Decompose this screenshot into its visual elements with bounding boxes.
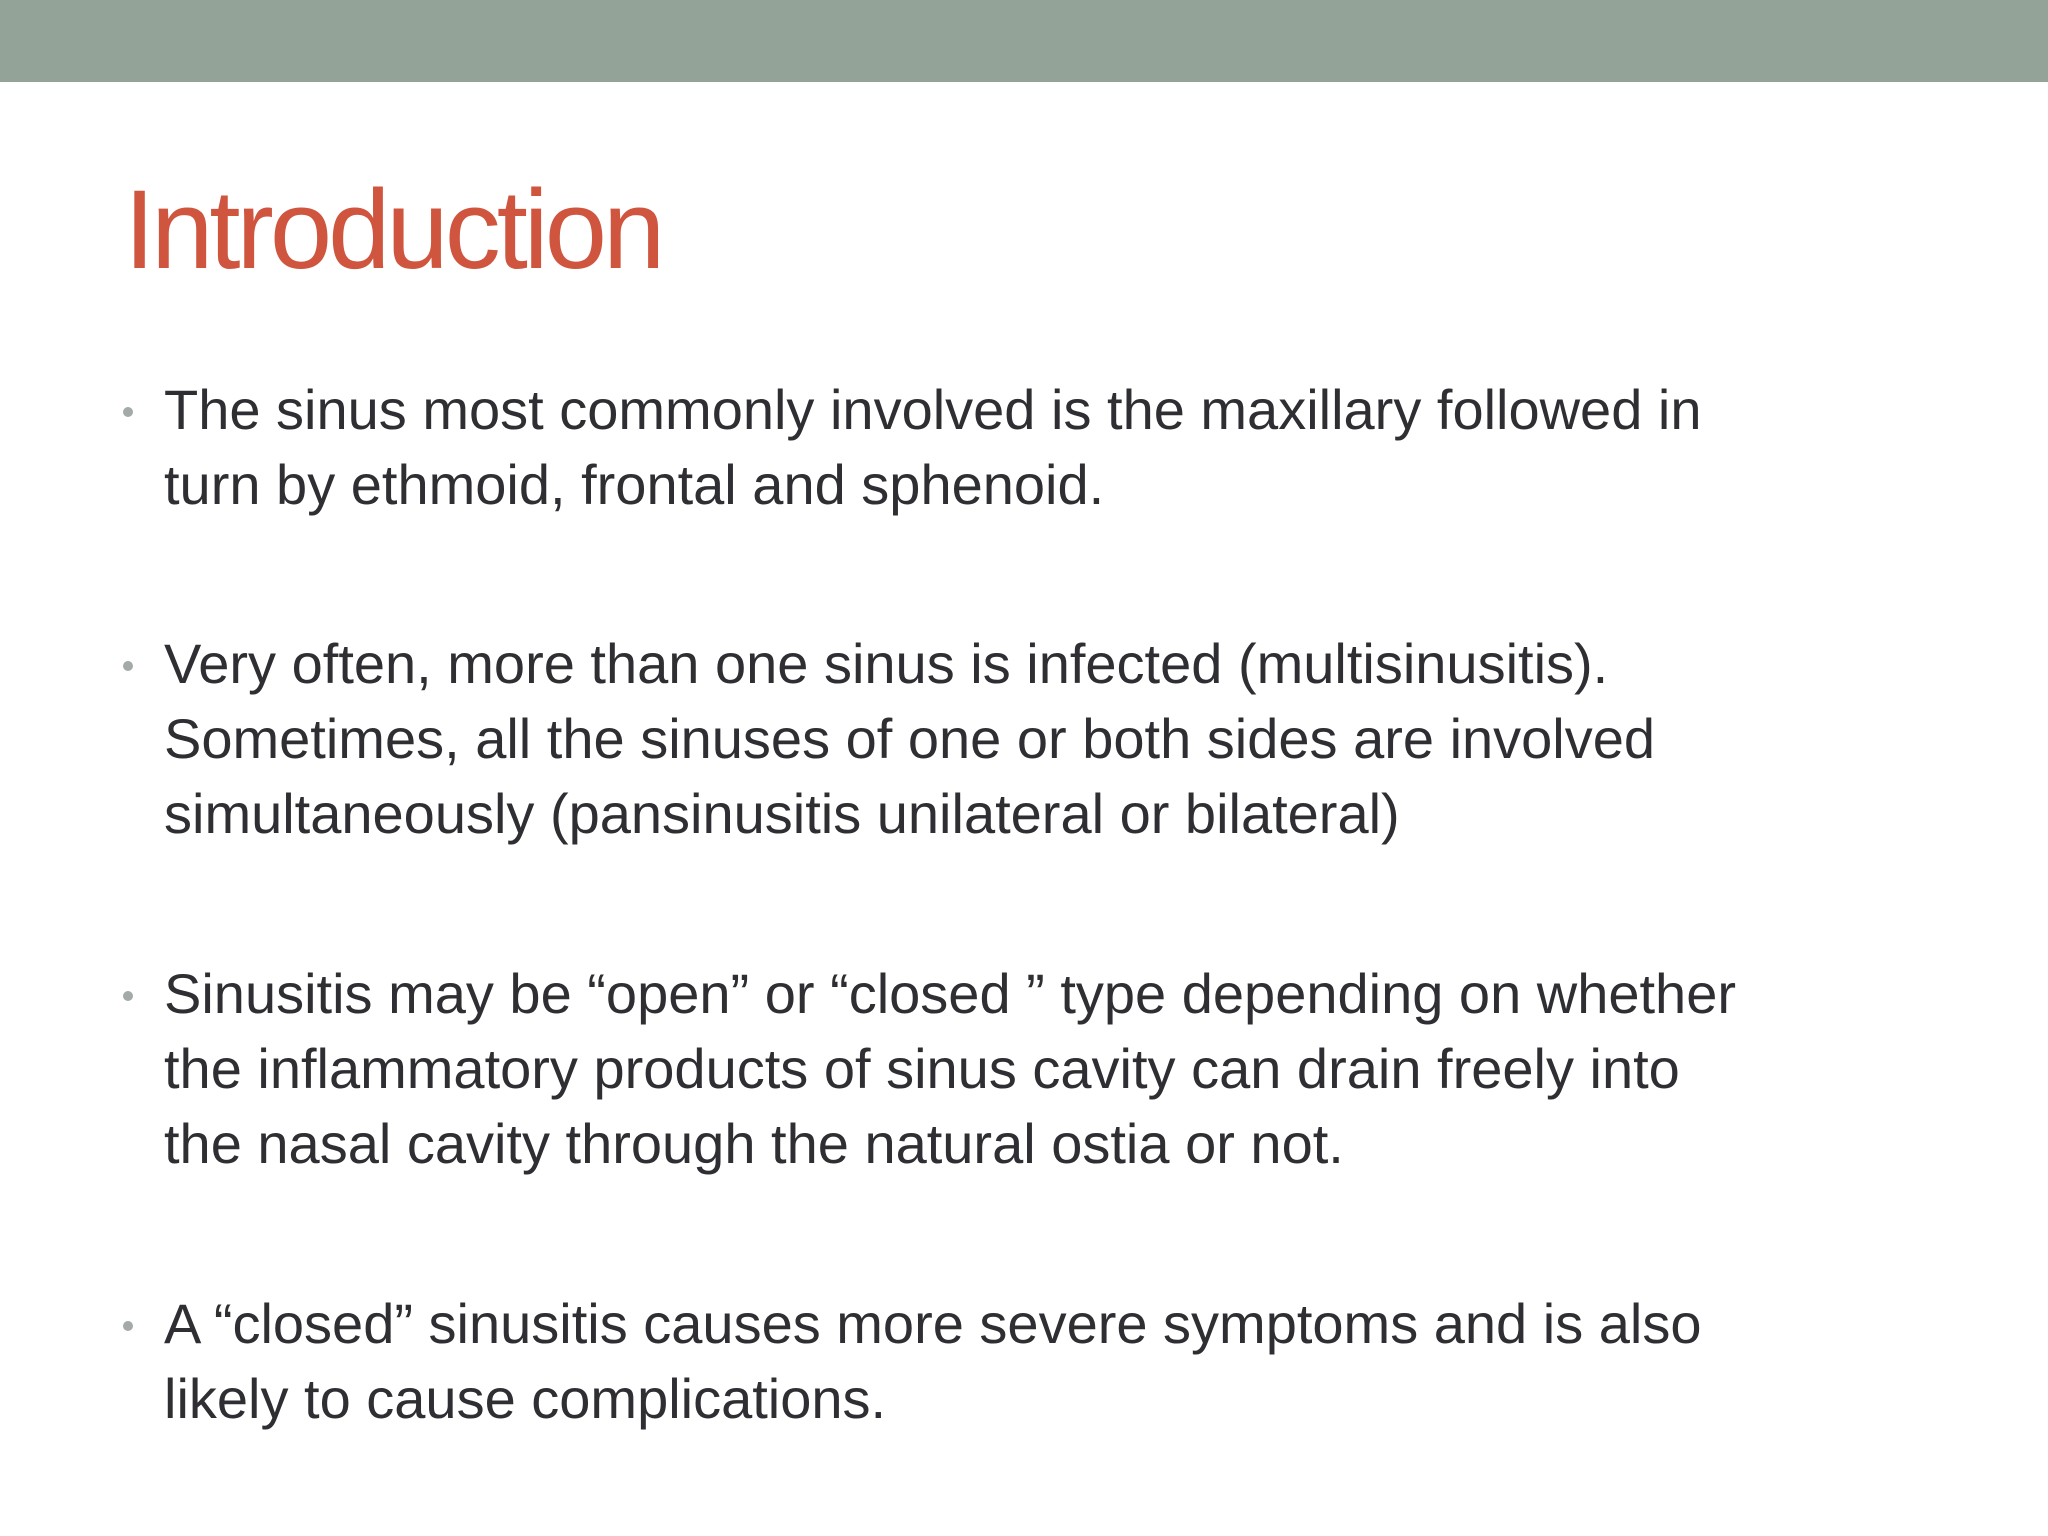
bullet-line: the inflammatory products of sinus cavity can drain freely into	[164, 1037, 1680, 1100]
slide-header-bar	[0, 0, 2048, 82]
bullet-line: Sinusitis may be “open” or “closed ” type depending on whether	[164, 962, 1736, 1025]
bullet-line: Very often, more than one sinus is infected (multisinusitis).	[164, 632, 1609, 695]
bullet-text	[164, 1286, 1994, 1436]
bullet-text	[164, 956, 1994, 1181]
bullet-dot-icon	[123, 1321, 133, 1331]
bullet-dot-icon	[123, 661, 133, 671]
bullet-line: The sinus most commonly involved is the maxillary followed in	[164, 378, 1702, 441]
bullet-text	[164, 372, 1994, 522]
bullet-dot-icon	[123, 407, 133, 417]
bullet-line: simultaneously (pansinusitis unilateral or bilateral)	[164, 782, 1400, 845]
bullet-dot-icon	[123, 991, 133, 1001]
bullet-line: turn by ethmoid, frontal and sphenoid.	[164, 453, 1105, 516]
bullet-line: A “closed” sinusitis causes more severe symptoms and is also	[164, 1292, 1702, 1355]
bullet-line: the nasal cavity through the natural ostia or not.	[164, 1112, 1344, 1175]
bullet-line: likely to cause complications.	[164, 1367, 887, 1430]
bullet-text	[164, 626, 1994, 851]
slide-title: Introduction	[124, 167, 662, 292]
bullet-line: Sometimes, all the sinuses of one or both sides are involved	[164, 707, 1656, 770]
